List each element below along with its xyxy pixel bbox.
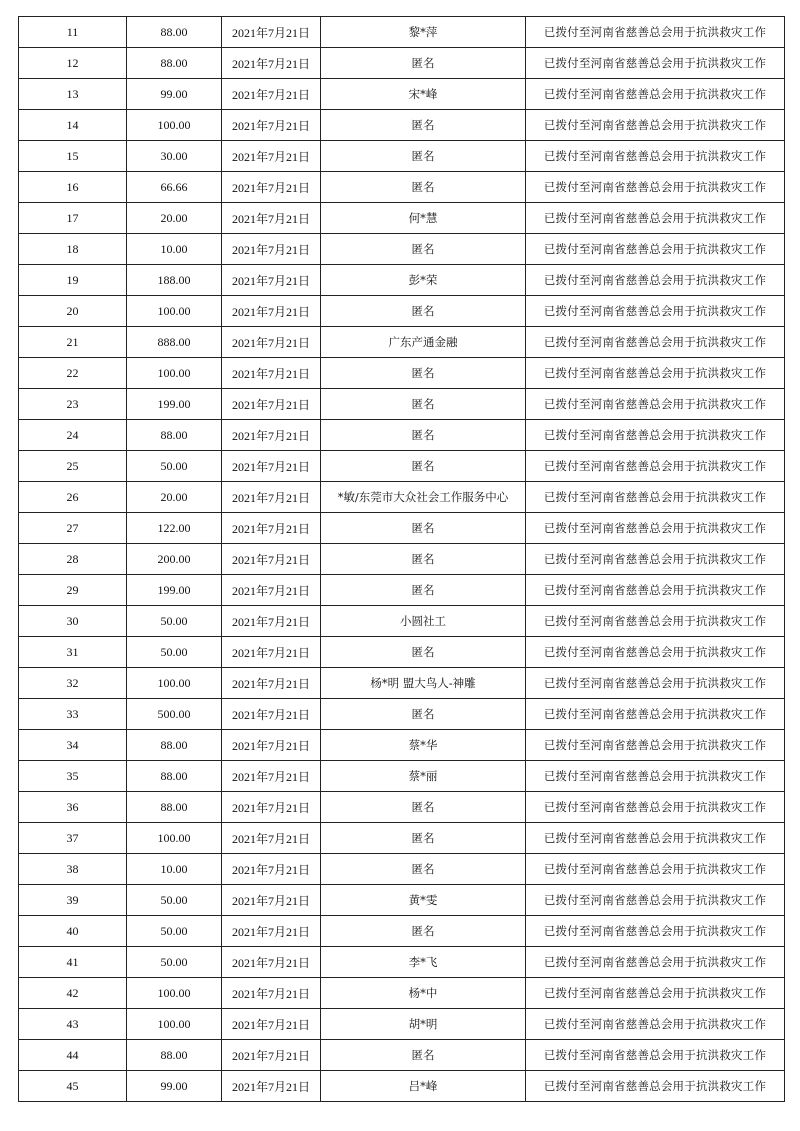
- amount-cell: 50.00: [127, 637, 222, 668]
- donor-cell: 黄*雯: [321, 885, 526, 916]
- note-cell: 已拨付至河南省慈善总会用于抗洪救灾工作: [526, 420, 785, 451]
- donor-cell: 杨*中: [321, 978, 526, 1009]
- row-number-cell: 17: [19, 203, 127, 234]
- row-number-cell: 12: [19, 48, 127, 79]
- table-row: [19, 172, 785, 203]
- row-number-cell: 42: [19, 978, 127, 1009]
- row-number-cell: 35: [19, 761, 127, 792]
- amount-cell: 10.00: [127, 234, 222, 265]
- row-number-cell: 45: [19, 1071, 127, 1102]
- table-row: [19, 544, 785, 575]
- date-cell: 2021年7月21日: [222, 234, 321, 265]
- table-row: [19, 234, 785, 265]
- donor-cell: 蔡*丽: [321, 761, 526, 792]
- amount-cell: 100.00: [127, 978, 222, 1009]
- table-row: [19, 48, 785, 79]
- date-cell: 2021年7月21日: [222, 48, 321, 79]
- date-cell: 2021年7月21日: [222, 699, 321, 730]
- table-row: [19, 668, 785, 699]
- note-cell: 已拨付至河南省慈善总会用于抗洪救灾工作: [526, 389, 785, 420]
- row-number-cell: 44: [19, 1040, 127, 1071]
- table-row: [19, 575, 785, 606]
- date-cell: 2021年7月21日: [222, 730, 321, 761]
- table-row: [19, 513, 785, 544]
- table-row: [19, 1071, 785, 1102]
- note-cell: 已拨付至河南省慈善总会用于抗洪救灾工作: [526, 1009, 785, 1040]
- amount-cell: 20.00: [127, 482, 222, 513]
- amount-cell: 30.00: [127, 141, 222, 172]
- donor-cell: 匿名: [321, 141, 526, 172]
- note-cell: 已拨付至河南省慈善总会用于抗洪救灾工作: [526, 296, 785, 327]
- note-cell: 已拨付至河南省慈善总会用于抗洪救灾工作: [526, 327, 785, 358]
- row-number-cell: 15: [19, 141, 127, 172]
- table-row: [19, 1040, 785, 1071]
- row-number-cell: 40: [19, 916, 127, 947]
- donor-cell: 匿名: [321, 823, 526, 854]
- note-cell: 已拨付至河南省慈善总会用于抗洪救灾工作: [526, 1040, 785, 1071]
- table-row: [19, 141, 785, 172]
- row-number-cell: 37: [19, 823, 127, 854]
- date-cell: 2021年7月21日: [222, 761, 321, 792]
- row-number-cell: 27: [19, 513, 127, 544]
- donor-cell: 匿名: [321, 48, 526, 79]
- amount-cell: 10.00: [127, 854, 222, 885]
- date-cell: 2021年7月21日: [222, 792, 321, 823]
- row-number-cell: 36: [19, 792, 127, 823]
- amount-cell: 199.00: [127, 575, 222, 606]
- donor-cell: 黎*萍: [321, 17, 526, 48]
- table-row: [19, 203, 785, 234]
- date-cell: 2021年7月21日: [222, 172, 321, 203]
- date-cell: 2021年7月21日: [222, 668, 321, 699]
- donor-cell: 李*飞: [321, 947, 526, 978]
- donor-cell: 杨*明 盟大鸟人-神雕: [321, 668, 526, 699]
- note-cell: 已拨付至河南省慈善总会用于抗洪救灾工作: [526, 1071, 785, 1102]
- donor-cell: 吕*峰: [321, 1071, 526, 1102]
- date-cell: 2021年7月21日: [222, 451, 321, 482]
- table-row: [19, 358, 785, 389]
- table-row: [19, 451, 785, 482]
- donor-cell: 匿名: [321, 513, 526, 544]
- row-number-cell: 18: [19, 234, 127, 265]
- donor-cell: 匿名: [321, 575, 526, 606]
- donor-cell: *敏/东莞市大众社会工作服务中心: [321, 482, 526, 513]
- note-cell: 已拨付至河南省慈善总会用于抗洪救灾工作: [526, 79, 785, 110]
- table-row: [19, 978, 785, 1009]
- date-cell: 2021年7月21日: [222, 885, 321, 916]
- row-number-cell: 30: [19, 606, 127, 637]
- date-cell: 2021年7月21日: [222, 327, 321, 358]
- date-cell: 2021年7月21日: [222, 17, 321, 48]
- table-row: [19, 1009, 785, 1040]
- donation-table-body: [19, 17, 785, 1102]
- date-cell: 2021年7月21日: [222, 1009, 321, 1040]
- amount-cell: 200.00: [127, 544, 222, 575]
- donor-cell: 匿名: [321, 389, 526, 420]
- donor-cell: 匿名: [321, 1040, 526, 1071]
- amount-cell: 99.00: [127, 1071, 222, 1102]
- note-cell: 已拨付至河南省慈善总会用于抗洪救灾工作: [526, 265, 785, 296]
- donor-cell: 匿名: [321, 234, 526, 265]
- amount-cell: 100.00: [127, 110, 222, 141]
- date-cell: 2021年7月21日: [222, 265, 321, 296]
- row-number-cell: 13: [19, 79, 127, 110]
- date-cell: 2021年7月21日: [222, 575, 321, 606]
- donor-cell: 匿名: [321, 358, 526, 389]
- note-cell: 已拨付至河南省慈善总会用于抗洪救灾工作: [526, 699, 785, 730]
- row-number-cell: 31: [19, 637, 127, 668]
- date-cell: 2021年7月21日: [222, 1071, 321, 1102]
- date-cell: 2021年7月21日: [222, 947, 321, 978]
- amount-cell: 66.66: [127, 172, 222, 203]
- table-row: [19, 79, 785, 110]
- row-number-cell: 29: [19, 575, 127, 606]
- note-cell: 已拨付至河南省慈善总会用于抗洪救灾工作: [526, 792, 785, 823]
- amount-cell: 88.00: [127, 730, 222, 761]
- table-row: [19, 637, 785, 668]
- donor-cell: 匿名: [321, 699, 526, 730]
- amount-cell: 188.00: [127, 265, 222, 296]
- note-cell: 已拨付至河南省慈善总会用于抗洪救灾工作: [526, 668, 785, 699]
- note-cell: 已拨付至河南省慈善总会用于抗洪救灾工作: [526, 606, 785, 637]
- table-row: [19, 17, 785, 48]
- table-row: [19, 916, 785, 947]
- amount-cell: 50.00: [127, 947, 222, 978]
- note-cell: 已拨付至河南省慈善总会用于抗洪救灾工作: [526, 203, 785, 234]
- row-number-cell: 21: [19, 327, 127, 358]
- date-cell: 2021年7月21日: [222, 544, 321, 575]
- donor-cell: 匿名: [321, 637, 526, 668]
- table-row: [19, 265, 785, 296]
- date-cell: 2021年7月21日: [222, 513, 321, 544]
- row-number-cell: 43: [19, 1009, 127, 1040]
- donor-cell: 匿名: [321, 544, 526, 575]
- date-cell: 2021年7月21日: [222, 79, 321, 110]
- row-number-cell: 23: [19, 389, 127, 420]
- row-number-cell: 41: [19, 947, 127, 978]
- note-cell: 已拨付至河南省慈善总会用于抗洪救灾工作: [526, 451, 785, 482]
- amount-cell: 50.00: [127, 451, 222, 482]
- row-number-cell: 33: [19, 699, 127, 730]
- amount-cell: 88.00: [127, 792, 222, 823]
- amount-cell: 100.00: [127, 668, 222, 699]
- row-number-cell: 16: [19, 172, 127, 203]
- amount-cell: 888.00: [127, 327, 222, 358]
- table-row: [19, 420, 785, 451]
- date-cell: 2021年7月21日: [222, 110, 321, 141]
- table-row: [19, 792, 785, 823]
- date-cell: 2021年7月21日: [222, 420, 321, 451]
- date-cell: 2021年7月21日: [222, 358, 321, 389]
- donor-cell: 广东产通金融: [321, 327, 526, 358]
- row-number-cell: 34: [19, 730, 127, 761]
- note-cell: 已拨付至河南省慈善总会用于抗洪救灾工作: [526, 854, 785, 885]
- donation-table: [18, 16, 785, 1102]
- row-number-cell: 32: [19, 668, 127, 699]
- table-row: [19, 482, 785, 513]
- note-cell: 已拨付至河南省慈善总会用于抗洪救灾工作: [526, 947, 785, 978]
- amount-cell: 88.00: [127, 761, 222, 792]
- note-cell: 已拨付至河南省慈善总会用于抗洪救灾工作: [526, 482, 785, 513]
- note-cell: 已拨付至河南省慈善总会用于抗洪救灾工作: [526, 575, 785, 606]
- amount-cell: 99.00: [127, 79, 222, 110]
- amount-cell: 100.00: [127, 1009, 222, 1040]
- date-cell: 2021年7月21日: [222, 482, 321, 513]
- note-cell: 已拨付至河南省慈善总会用于抗洪救灾工作: [526, 730, 785, 761]
- table-row: [19, 947, 785, 978]
- table-row: [19, 110, 785, 141]
- table-row: [19, 823, 785, 854]
- row-number-cell: 26: [19, 482, 127, 513]
- table-row: [19, 327, 785, 358]
- note-cell: 已拨付至河南省慈善总会用于抗洪救灾工作: [526, 885, 785, 916]
- amount-cell: 122.00: [127, 513, 222, 544]
- date-cell: 2021年7月21日: [222, 141, 321, 172]
- donor-cell: 匿名: [321, 420, 526, 451]
- amount-cell: 88.00: [127, 48, 222, 79]
- amount-cell: 100.00: [127, 823, 222, 854]
- amount-cell: 20.00: [127, 203, 222, 234]
- note-cell: 已拨付至河南省慈善总会用于抗洪救灾工作: [526, 544, 785, 575]
- note-cell: 已拨付至河南省慈善总会用于抗洪救灾工作: [526, 978, 785, 1009]
- row-number-cell: 39: [19, 885, 127, 916]
- amount-cell: 50.00: [127, 606, 222, 637]
- date-cell: 2021年7月21日: [222, 978, 321, 1009]
- table-row: [19, 606, 785, 637]
- row-number-cell: 28: [19, 544, 127, 575]
- donor-cell: 胡*明: [321, 1009, 526, 1040]
- note-cell: 已拨付至河南省慈善总会用于抗洪救灾工作: [526, 358, 785, 389]
- row-number-cell: 20: [19, 296, 127, 327]
- donor-cell: 彭*荣: [321, 265, 526, 296]
- note-cell: 已拨付至河南省慈善总会用于抗洪救灾工作: [526, 823, 785, 854]
- date-cell: 2021年7月21日: [222, 389, 321, 420]
- amount-cell: 50.00: [127, 916, 222, 947]
- note-cell: 已拨付至河南省慈善总会用于抗洪救灾工作: [526, 110, 785, 141]
- table-row: [19, 296, 785, 327]
- amount-cell: 88.00: [127, 420, 222, 451]
- table-row: [19, 699, 785, 730]
- donor-cell: 何*慧: [321, 203, 526, 234]
- date-cell: 2021年7月21日: [222, 606, 321, 637]
- row-number-cell: 22: [19, 358, 127, 389]
- note-cell: 已拨付至河南省慈善总会用于抗洪救灾工作: [526, 141, 785, 172]
- date-cell: 2021年7月21日: [222, 637, 321, 668]
- donor-cell: 宋*峰: [321, 79, 526, 110]
- table-row: [19, 761, 785, 792]
- amount-cell: 50.00: [127, 885, 222, 916]
- row-number-cell: 19: [19, 265, 127, 296]
- row-number-cell: 14: [19, 110, 127, 141]
- date-cell: 2021年7月21日: [222, 823, 321, 854]
- donor-cell: 小圆社工: [321, 606, 526, 637]
- donor-cell: 匿名: [321, 296, 526, 327]
- amount-cell: 88.00: [127, 1040, 222, 1071]
- donor-cell: 匿名: [321, 172, 526, 203]
- row-number-cell: 24: [19, 420, 127, 451]
- donor-cell: 蔡*华: [321, 730, 526, 761]
- row-number-cell: 25: [19, 451, 127, 482]
- donor-cell: 匿名: [321, 916, 526, 947]
- date-cell: 2021年7月21日: [222, 1040, 321, 1071]
- note-cell: 已拨付至河南省慈善总会用于抗洪救灾工作: [526, 513, 785, 544]
- table-row: [19, 885, 785, 916]
- table-row: [19, 730, 785, 761]
- date-cell: 2021年7月21日: [222, 916, 321, 947]
- amount-cell: 88.00: [127, 17, 222, 48]
- table-row: [19, 854, 785, 885]
- donor-cell: 匿名: [321, 451, 526, 482]
- note-cell: 已拨付至河南省慈善总会用于抗洪救灾工作: [526, 48, 785, 79]
- amount-cell: 500.00: [127, 699, 222, 730]
- note-cell: 已拨付至河南省慈善总会用于抗洪救灾工作: [526, 761, 785, 792]
- amount-cell: 100.00: [127, 296, 222, 327]
- amount-cell: 100.00: [127, 358, 222, 389]
- note-cell: 已拨付至河南省慈善总会用于抗洪救灾工作: [526, 637, 785, 668]
- date-cell: 2021年7月21日: [222, 203, 321, 234]
- amount-cell: 199.00: [127, 389, 222, 420]
- note-cell: 已拨付至河南省慈善总会用于抗洪救灾工作: [526, 17, 785, 48]
- donor-cell: 匿名: [321, 854, 526, 885]
- row-number-cell: 38: [19, 854, 127, 885]
- date-cell: 2021年7月21日: [222, 296, 321, 327]
- table-row: [19, 389, 785, 420]
- donor-cell: 匿名: [321, 792, 526, 823]
- note-cell: 已拨付至河南省慈善总会用于抗洪救灾工作: [526, 916, 785, 947]
- note-cell: 已拨付至河南省慈善总会用于抗洪救灾工作: [526, 172, 785, 203]
- date-cell: 2021年7月21日: [222, 854, 321, 885]
- donor-cell: 匿名: [321, 110, 526, 141]
- note-cell: 已拨付至河南省慈善总会用于抗洪救灾工作: [526, 234, 785, 265]
- row-number-cell: 11: [19, 17, 127, 48]
